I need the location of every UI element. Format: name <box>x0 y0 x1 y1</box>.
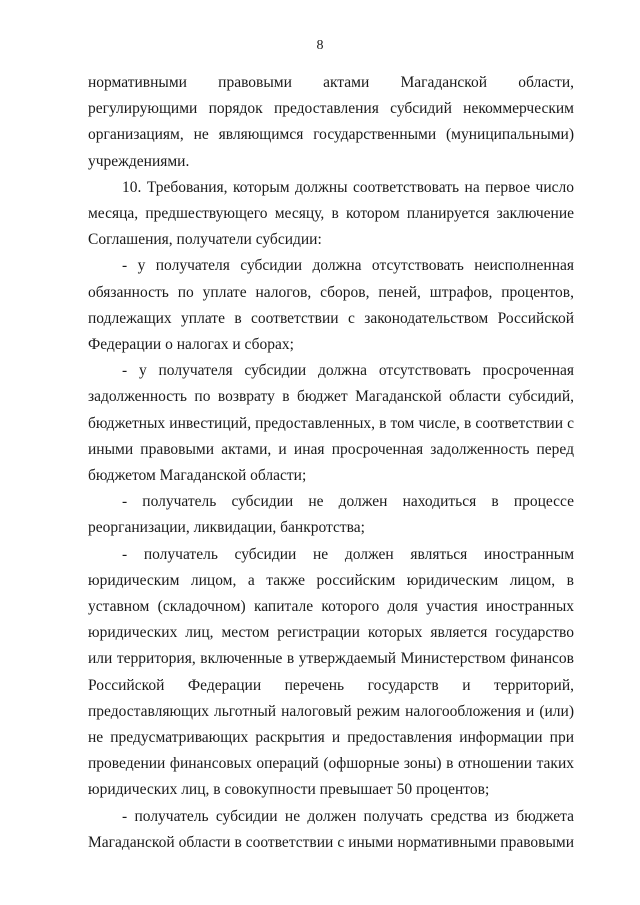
paragraph-requirement-reorganization <box>88 489 574 541</box>
paragraph-text: - получатель субсидии не должен получать средства из бюджета Магаданской области в соответствии с иными нормативными правовыми <box>88 807 574 851</box>
paragraph-text: - у получателя субсидии должна отсутствовать просроченная задолженность по возврату в бюджет Магаданской области субсидий, бюджетных инвестиций, предоставленных, в том числе, в соответствии с иными правовыми актами, и иная просроченная задолженность перед <box>88 362 574 458</box>
paragraph-text-last-line: Федерации о налогах и сборах; <box>88 336 294 354</box>
paragraph-requirement-foreign <box>88 542 574 804</box>
paragraph-requirement-debt <box>88 358 574 489</box>
paragraph-text-last-line: не являющимся государственными (муниципальными) учреждениями. <box>88 126 574 170</box>
page-number: 8 <box>316 38 324 53</box>
paragraph-text: в уставном (складочном) капитале которого доля участия иностранных юридических лиц, местом регистрации которых является государство или территория, включенные в утверждаемый Министерством финансов Российской Федерации перечень государств и территорий, предоставляющих льготный налоговый режим налогообложения и (или) не предусматривающих раскрытия и предоставления информации при проведении финансовых операций (офшорные зоны) в отношении таких <box>88 571 574 773</box>
paragraph-continuation <box>88 70 574 175</box>
paragraph-item-10 <box>88 175 574 254</box>
paragraph-text: - получатель субсидии не должен являться иностранным юридическим лицом, а также российским юридическим лицом, <box>88 545 574 589</box>
paragraph-text: - у получателя субсидии должна отсутствовать неисполненная обязанность по уплате налогов, сборов, пеней, штрафов, процентов, подлежащих уплате в соответствии с законодательством Российской <box>88 257 574 327</box>
paragraph-text: 10. Требования, которым должны соответствовать на первое число месяца, предшествующего месяцу, в котором планируется заключение <box>88 178 574 223</box>
paragraph-requirement-taxes <box>88 253 574 358</box>
paragraph-text-last-line: бюджетом Магаданской области; <box>88 467 307 485</box>
paragraph-text-last-line: юридических лиц, в совокупности превышает 50 процентов; <box>88 781 490 799</box>
paragraph-text-last-line: реорганизации, ликвидации, банкротства; <box>88 519 365 537</box>
paragraph-text: нормативными правовыми актами Магаданской области, регулирующими порядок предоставления субсидий некоммерческим организациям, <box>88 74 574 144</box>
paragraph-text: - получатель субсидии не должен находиться в процессе <box>122 493 574 511</box>
document-body <box>88 70 574 856</box>
paragraph-requirement-other-funds <box>88 804 574 856</box>
paragraph-text-last-line: Соглашения, получатели субсидии: <box>88 231 322 249</box>
